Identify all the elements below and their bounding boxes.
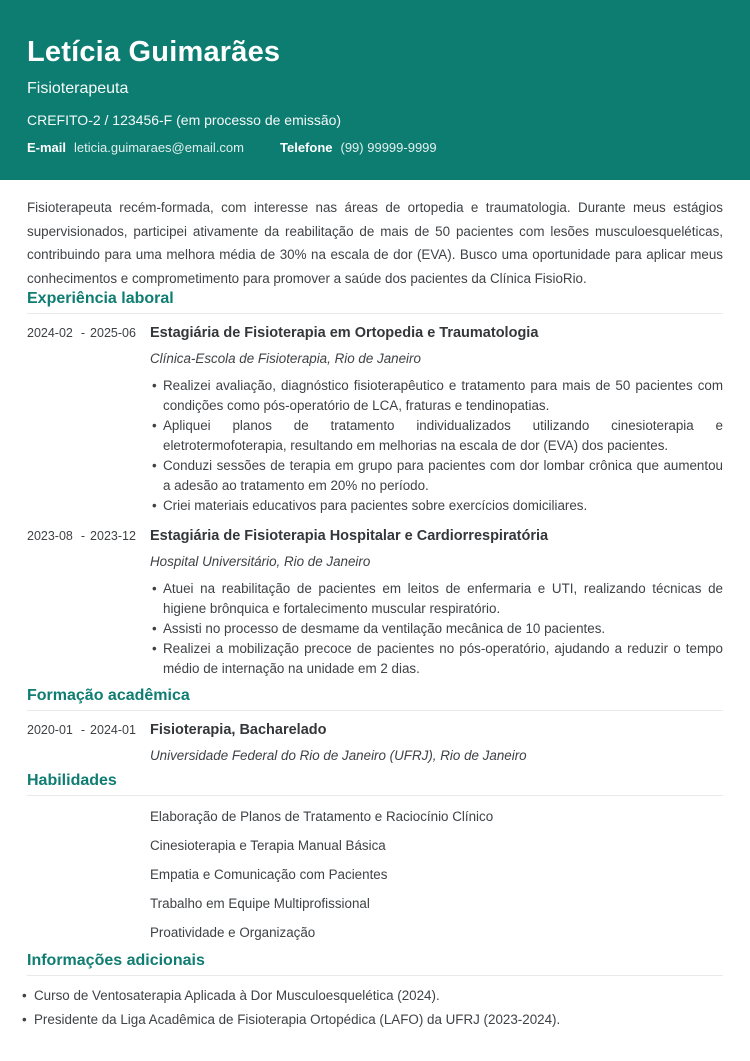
skill-item: Cinesioterapia e Terapia Manual Básica: [150, 838, 386, 853]
skill-item: Elaboração de Planos de Tratamento e Raciocínio Clínico: [150, 809, 494, 824]
section-additional-info: [27, 952, 723, 1030]
date-end: 2024-01: [90, 723, 136, 737]
bullet-item: • Assisti no processo de desmame da ventilação mecânica de 10 pacientes.: [150, 619, 723, 639]
additional-info-list: [22, 986, 723, 1030]
person-name: Letícia Guimarães: [27, 36, 281, 68]
person-job-title: Fisioterapeuta: [27, 80, 129, 97]
date-separator: -: [80, 529, 86, 543]
section-title-additional: Informações adicionais: [27, 952, 205, 969]
skill-item: Proatividade e Organização: [150, 925, 316, 940]
section-title-experience: Experiência laboral: [27, 290, 174, 307]
skill-item: Trabalho em Equipe Multiprofissional: [150, 896, 370, 911]
experience-entry: [27, 324, 723, 516]
contact-phone: [280, 140, 437, 155]
summary-paragraph: Fisioterapeuta recém-formada, com interesse nas áreas de ortopedia e traumatologia. Durante meus estágios supervisionados, participei ativamente da reabilitação de mais de 50 pacientes com lesões musculoesqueléticas, contribuindo para uma melhora média de 30% na escala de dor (EVA). Busco uma oportunidade para aplicar meus conhecimentos e comprometimento para promover a saúde dos pacientes da Clínica FisioRio.: [27, 200, 723, 286]
section-title-skills: Habilidades: [27, 772, 117, 789]
section-title-education: Formação acadêmica: [27, 687, 190, 704]
additional-info-item: • Presidente da Liga Acadêmica de Fisioterapia Ortopédica (LAFO) da UFRJ (2023-2024).: [22, 1010, 723, 1030]
entry-main: [150, 324, 723, 516]
entry-main: [150, 527, 723, 679]
entry-main: [150, 721, 723, 764]
section-divider: [27, 975, 723, 976]
email-label: E-mail: [27, 140, 67, 155]
entry-dates: [27, 324, 150, 516]
entry-dates: [27, 721, 150, 764]
section-divider: [27, 313, 723, 314]
skill-item: Empatia e Comunicação com Pacientes: [150, 867, 388, 882]
section-skills: [27, 772, 723, 943]
section-experience: [27, 290, 723, 679]
entry-dates: [27, 527, 150, 679]
phone-value: (99) 99999-9999: [340, 140, 437, 155]
bullet-item: • Atuei na reabilitação de pacientes em leitos de enfermaria e UTI, realizando técnicas de higiene brônquica e fortalecimento muscular respiratório.: [150, 579, 723, 619]
skills-list: [27, 807, 723, 943]
date-separator: -: [80, 723, 86, 737]
section-education: [27, 687, 723, 764]
entry-title: Estagiária de Fisioterapia Hospitalar e Cardiorrespiratória: [150, 528, 549, 544]
date-start: 2024-02: [27, 326, 73, 340]
bullet-item: • Criei materiais educativos para pacientes sobre exercícios domiciliares.: [150, 496, 723, 516]
license-number: CREFITO-2 / 123456-F (em processo de emissão): [27, 112, 342, 128]
date-separator: -: [80, 326, 86, 340]
entry-organization: Universidade Federal do Rio de Janeiro (UFRJ), Rio de Janeiro: [150, 748, 527, 763]
entry-title: Estagiária de Fisioterapia em Ortopedia e Traumatologia: [150, 325, 539, 341]
resume-body: [0, 180, 750, 1030]
contact-email: [27, 140, 280, 155]
bullet-item: • Apliquei planos de tratamento individualizados utilizando cinesioterapia e eletrotermofoterapia, resultando em melhorias na escala de dor (EVA) dos pacientes.: [150, 416, 723, 456]
additional-info-item: • Curso de Ventosaterapia Aplicada à Dor Musculoesquelética (2024).: [22, 986, 723, 1006]
email-value: leticia.guimaraes@email.com: [74, 140, 244, 155]
section-divider: [27, 710, 723, 711]
contact-row: [27, 140, 723, 155]
entry-title: Fisioterapia, Bacharelado: [150, 722, 327, 738]
entry-organization: Hospital Universitário, Rio de Janeiro: [150, 554, 371, 569]
date-start: 2020-01: [27, 723, 73, 737]
entry-bullet-list: [150, 579, 723, 679]
education-entry: [27, 721, 723, 764]
entry-organization: Clínica-Escola de Fisioterapia, Rio de Janeiro: [150, 351, 421, 366]
phone-label: Telefone: [280, 140, 333, 155]
date-end: 2023-12: [90, 529, 136, 543]
entry-bullet-list: [150, 376, 723, 516]
date-end: 2025-06: [90, 326, 136, 340]
experience-entry: [27, 527, 723, 679]
section-divider: [27, 795, 723, 796]
date-start: 2023-08: [27, 529, 73, 543]
bullet-item: • Realizei a mobilização precoce de pacientes no pós-operatório, ajudando a reduzir o tempo médio de internação na unidade em 2 dias.: [150, 639, 723, 679]
resume-header: [0, 0, 750, 180]
bullet-item: • Conduzi sessões de terapia em grupo para pacientes com dor lombar crônica que aumentou a adesão ao tratamento em 20% no período.: [150, 456, 723, 496]
bullet-item: • Realizei avaliação, diagnóstico fisioterapêutico e tratamento para mais de 50 pacientes com condições como pós-operatório de LCA, fraturas e tendinopatias.: [150, 376, 723, 416]
